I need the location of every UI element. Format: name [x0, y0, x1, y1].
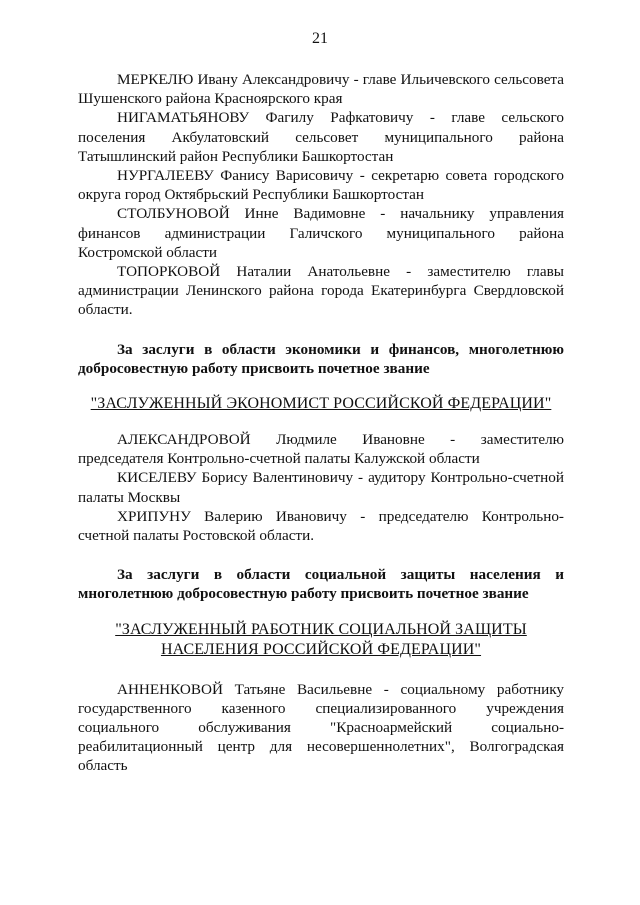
title-social	[78, 620, 564, 660]
title-economist: "ЗАСЛУЖЕННЫЙ ЭКОНОМИСТ РОССИЙСКОЙ ФЕДЕРАЦИИ"	[90, 395, 552, 413]
award-entry: ХРИПУНУ Валерию Ивановичу - председателю Контрольно-счетной палаты Ростовской области.	[78, 507, 564, 545]
award-entry: СТОЛБУНОВОЙ Инне Вадимовне - начальнику управления финансов администрации Галичского муниципального района Костромской области	[78, 205, 564, 261]
award-entry: ТОПОРКОВОЙ Наталии Анатольевне - заместителю главы администрации Ленинского района города Екатеринбурга Свердловской области.	[78, 263, 564, 319]
award-list-social	[78, 680, 564, 776]
award-entry: МЕРКЕЛЮ Ивану Александровичу - главе Ильичевского сельсовета Шушенского района Красноярского края	[78, 71, 564, 108]
decree-economist: За заслуги в области экономики и финансов, многолетнюю добросовестную работу присвоить почетное звание	[78, 340, 564, 377]
award-entry: НУРГАЛЕЕВУ Фанису Варисовичу - секретарю совета городского округа город Октябрьский Республики Башкортостан	[78, 167, 564, 204]
page-number: 21	[312, 30, 328, 47]
title-social-line2: НАСЕЛЕНИЯ РОССИЙСКОЙ ФЕДЕРАЦИИ"	[160, 640, 482, 658]
document-body	[78, 70, 564, 776]
award-entry: НИГАМАТЬЯНОВУ Фагилу Рафкатовичу - главе сельского поселения Акбулатовский сельсовет муниципального района Татышлинский район Республики Башкортостан	[78, 109, 564, 165]
award-entry: КИСЕЛЕВУ Борису Валентиновичу - аудитору Контрольно-счетной палаты Москвы	[78, 469, 564, 506]
award-list-economist	[78, 430, 564, 545]
award-entry: АННЕНКОВОЙ Татьяне Васильевне - социальному работнику государственного казенного специализированного учреждения социального обслуживания "Красноармейский социально-реабилитационный центр для несовершеннолетних", Волгоградская область	[78, 680, 564, 775]
decree-social: За заслуги в области социальной защиты населения и многолетнюю добросовестную работу присвоить почетное звание	[78, 566, 564, 603]
award-list-previous	[78, 70, 564, 320]
title-social-line1: "ЗАСЛУЖЕННЫЙ РАБОТНИК СОЦИАЛЬНОЙ ЗАЩИТЫ	[115, 620, 527, 638]
award-entry: АЛЕКСАНДРОВОЙ Людмиле Ивановне - заместителю председателя Контрольно-счетной палаты Калужской области	[78, 431, 564, 468]
